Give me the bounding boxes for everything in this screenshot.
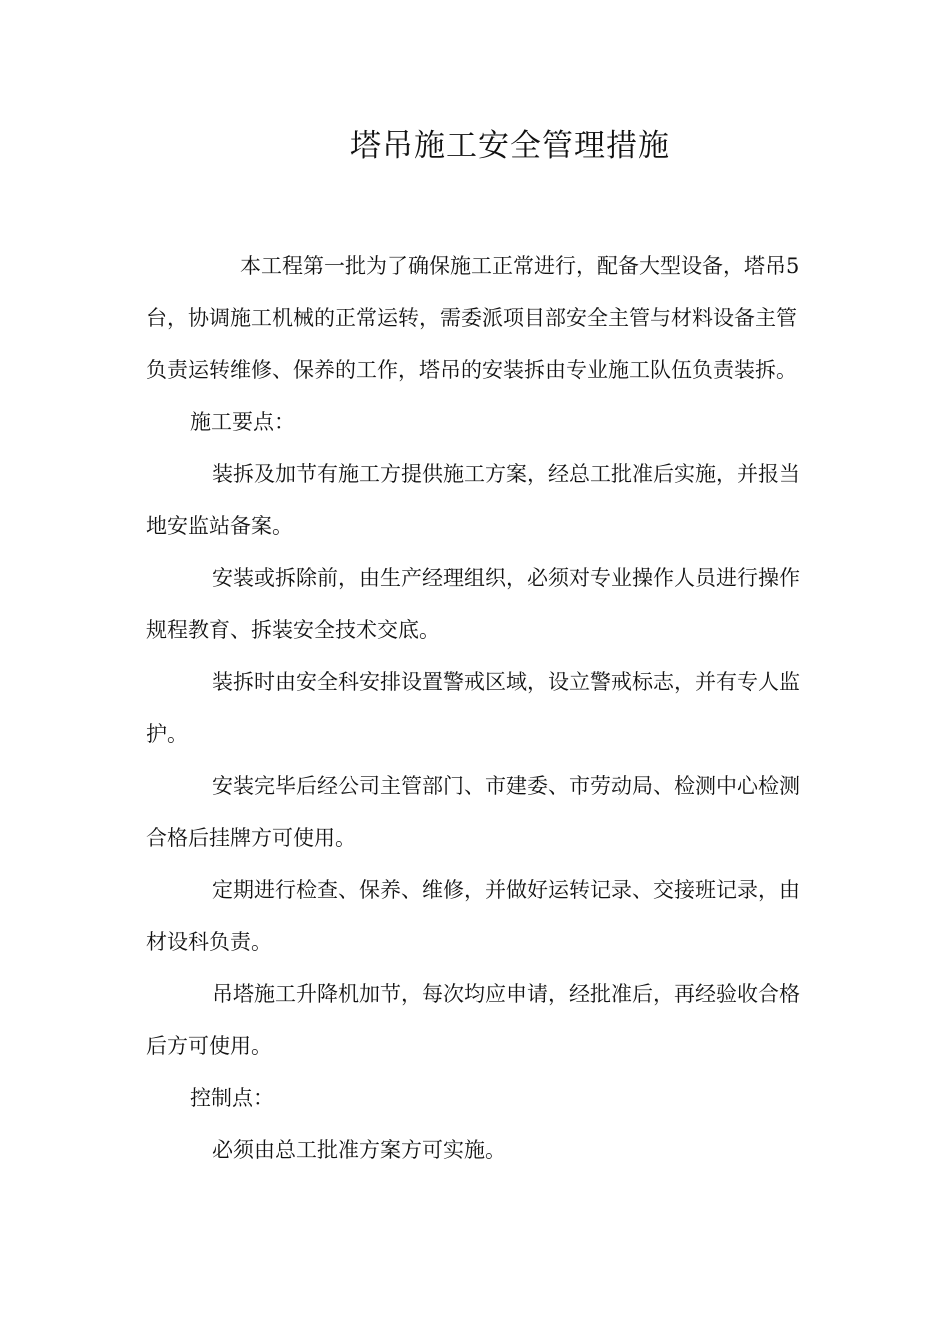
paragraph-control-1: 必须由总工批准方案方可实施。 [212, 1138, 506, 1162]
paragraph-point-3: 装拆时由安全科安排设置警戒区域，设立警戒标志，并有专人监护。 [146, 670, 800, 746]
paragraph-point-4: 安装完毕后经公司主管部门、市建委、市劳动局、检测中心检测合格后挂牌方可使用。 [146, 774, 800, 850]
paragraph-point-6: 吊塔施工升降机加节，每次均应申请，经批准后，再经验收合格后方可使用。 [146, 982, 800, 1058]
paragraph-intro: 本工程第一批为了确保施工正常进行，配备大型设备，塔吊5台，协调施工机械的正常运转，需委派项目部安全主管与材料设备主管负责运转维修、保养的工作，塔吊的安装拆由专业施工队伍负责装拆。 [146, 254, 800, 382]
paragraph-point-2: 安装或拆除前，由生产经理组织，必须对专业操作人员进行操作规程教育、拆装安全技术交底。 [146, 566, 800, 642]
document-body [146, 240, 806, 1176]
section-heading-control-points: 控制点： [190, 1086, 274, 1110]
section-heading-construction-points: 施工要点： [190, 410, 295, 434]
document-title: 塔吊施工安全管理措施 [350, 128, 670, 164]
paragraph-point-1: 装拆及加节有施工方提供施工方案，经总工批准后实施，并报当地安监站备案。 [146, 462, 800, 538]
paragraph-point-5: 定期进行检查、保养、维修，并做好运转记录、交接班记录，由材设科负责。 [146, 878, 800, 954]
